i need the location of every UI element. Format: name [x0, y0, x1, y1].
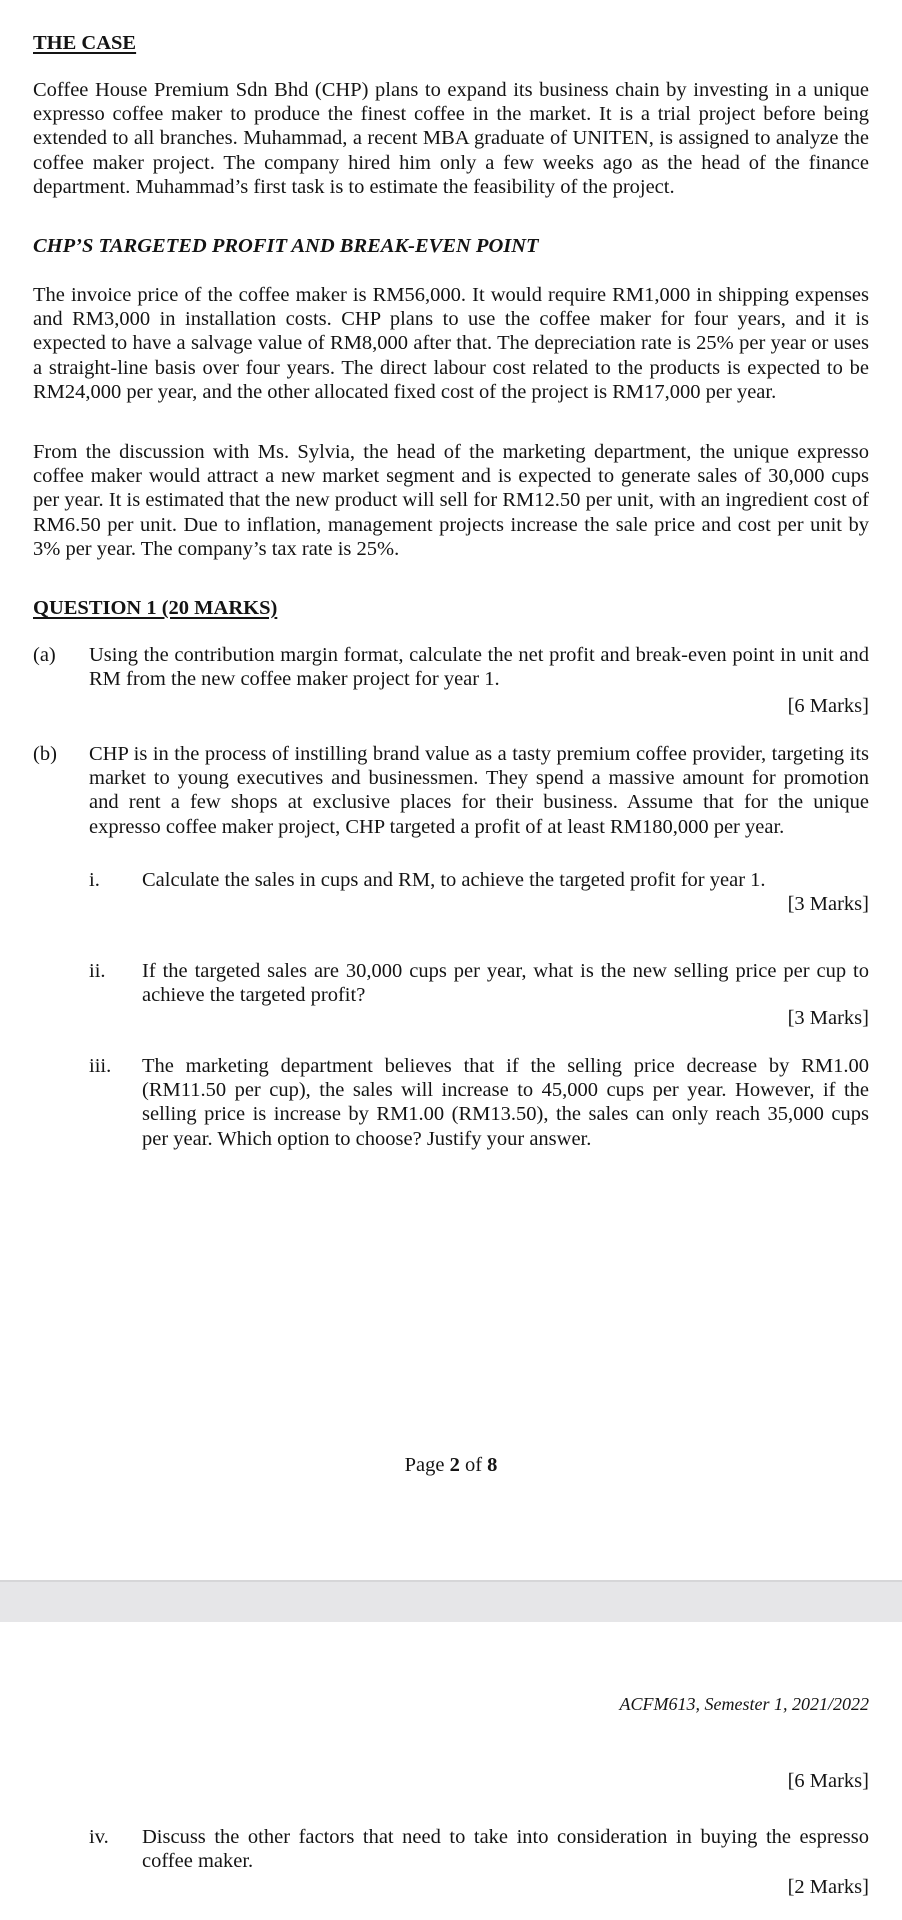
- question-b-ii-text: If the targeted sales are 30,000 cups per year, what is the new selling price per cup to achieve the targeted profit?: [142, 960, 869, 1007]
- cost-paragraph: The invoice price of the coffee maker is RM56,000. It would require RM1,000 in shipping expenses and RM3,000 in installation costs. CHP plans to use the coffee maker for four years, and it is expected to have a salvage value of RM8,000 after that. The depreciation rate is 25% per year or uses a straight-line basis over four years. The direct labour cost related to the products is expected to be RM24,000 per year, and the other allocated fixed cost of the project is RM17,000 per year.: [33, 284, 869, 403]
- question-b-ii-marks: [3 Marks]: [787, 1007, 869, 1029]
- section-heading: CHP’S TARGETED PROFIT AND BREAK-EVEN POINT: [33, 235, 539, 257]
- question-b-iv-marks: [2 Marks]: [787, 1876, 869, 1898]
- page-word: Page: [404, 1454, 445, 1476]
- question-b-label: (b): [33, 743, 57, 765]
- page-of: of: [464, 1454, 483, 1476]
- page-total: 8: [487, 1454, 498, 1476]
- question-b-i-text: Calculate the sales in cups and RM, to achieve the targeted profit for year 1.: [142, 869, 766, 891]
- question-b-iv-label: iv.: [89, 1826, 109, 1848]
- question-b-i-label: i.: [89, 869, 100, 891]
- question-a-label: (a): [33, 644, 56, 666]
- page-current: 2: [449, 1454, 460, 1476]
- carried-marks: [6 Marks]: [787, 1770, 869, 1792]
- question-b-text: CHP is in the process of instilling brand value as a tasty premium coffee provider, targeting its market to young executives and businessmen. They spend a massive amount for promotion and rent a few shops at exclusive places for their business. Assume that for the unique expresso coffee maker project, CHP targeted a profit of at least RM180,000 per year.: [89, 743, 869, 838]
- question-b-i-marks: [3 Marks]: [787, 893, 869, 915]
- intro-paragraph: Coffee House Premium Sdn Bhd (CHP) plans to expand its business chain by investing in a unique expresso coffee maker to produce the finest coffee in the market. It is a trial project before being extended to all branches. Muhammad, a recent MBA graduate of UNITEN, is assigned to analyze the coffee maker project. The company hired him only a few weeks ago as the head of the finance department. Muhammad’s first task is to estimate the feasibility of the project.: [33, 79, 869, 198]
- question-b-iii-label: iii.: [89, 1055, 112, 1077]
- question-heading: QUESTION 1 (20 MARKS): [33, 597, 278, 619]
- question-b-ii-label: ii.: [89, 960, 106, 982]
- running-header: ACFM613, Semester 1, 2021/2022: [619, 1694, 869, 1714]
- sales-paragraph: From the discussion with Ms. Sylvia, the head of the marketing department, the unique expresso coffee maker would attract a new market segment and is expected to generate sales of 30,000 cups per year. It is estimated that the new product will sell for RM12.50 per unit, with an ingredient cost of RM6.50 per unit. Due to inflation, management projects increase the sale price and cost per unit by 3% per year. The company’s tax rate is 25%.: [33, 441, 869, 560]
- question-a-text: Using the contribution margin format, calculate the net profit and break-even point in unit and RM from the new coffee maker project for year 1.: [89, 644, 869, 691]
- question-a-marks: [6 Marks]: [787, 695, 869, 717]
- question-b-iii-text: The marketing department believes that if the selling price decrease by RM1.00 (RM11.50 per cup), the sales will increase to 45,000 cups per year. However, if the selling price is increase by RM1.00 (RM13.50), the sales can only reach 35,000 cups per year. Which option to choose? Justify your answer.: [142, 1055, 869, 1150]
- case-heading: THE CASE: [33, 32, 137, 54]
- page-number: [0, 1453, 902, 1477]
- page-gap-divider: [0, 1580, 902, 1622]
- question-b-iv-text: Discuss the other factors that need to take into consideration in buying the espresso coffee maker.: [142, 1826, 869, 1873]
- document-page-3: [0, 1622, 902, 1920]
